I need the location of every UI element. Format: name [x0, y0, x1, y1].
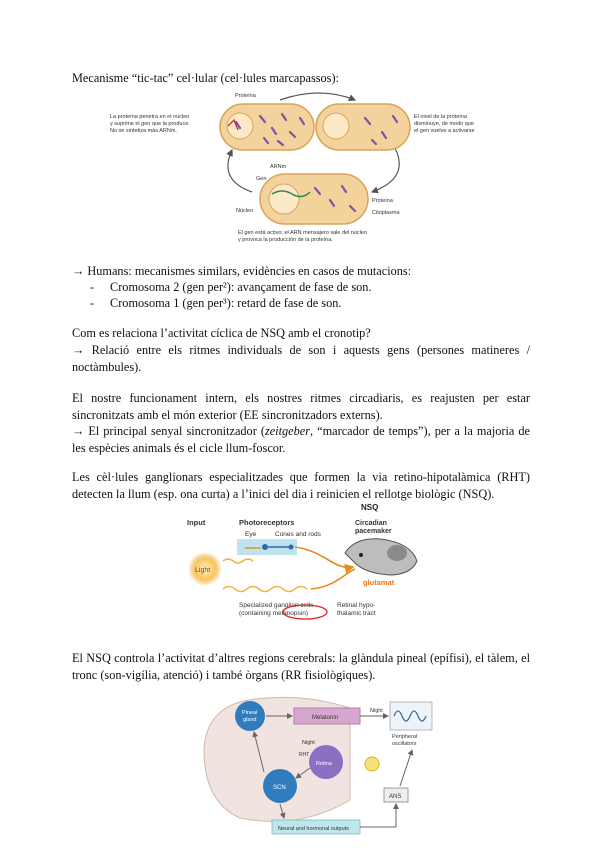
- label-ganglion-1: Specialized ganglion cells: [239, 602, 314, 609]
- label-circadian-2: pacemaker: [355, 528, 392, 535]
- label-peripheral-2: oscillators: [392, 741, 417, 747]
- figure-tic-tac-mechanism: [110, 88, 520, 248]
- label-glutamat: glutamat: [363, 578, 395, 587]
- label-protein-top: Proteína: [235, 93, 256, 99]
- cycle-arrow-top: [280, 93, 355, 100]
- text-left-3: No se sintetiza más ARNm.: [110, 128, 177, 134]
- cycle-arrow-right: [372, 148, 399, 192]
- nucleus-bottom: [269, 184, 299, 214]
- text-right-1: El nivel de la proteína: [414, 114, 467, 120]
- label-tract-2: thalamic tract: [337, 610, 376, 617]
- label-proteina: Proteína: [372, 198, 393, 204]
- photoreceptor-cell: [262, 544, 268, 550]
- nucleus-right: [323, 113, 349, 139]
- rodent-brain-illustration: [345, 539, 417, 575]
- label-nsq: NSQ: [361, 503, 379, 512]
- caption-line-2: y provoca la producción de la proteína.: [238, 237, 333, 243]
- label-cones-rods: Cones and rods: [275, 531, 321, 538]
- paragraph-zeitgeber: [72, 423, 530, 456]
- zeitgeber-pre: → El principal senyal sincronitzador (: [72, 424, 265, 438]
- label-light: Light: [195, 567, 211, 574]
- zeitgeber-term: zeitgeber: [264, 424, 311, 438]
- paragraph-rht: Les cèl·lules ganglionars especialitzades que formen la via retino-hipotalàmica (RHT) detecten la llum (esp. ona curta) a l’inici del dia i reinicien el rellotge biològic (NSQ).: [72, 470, 530, 501]
- label-input: Input: [187, 518, 206, 527]
- label-citoplasma: Citoplasma: [372, 210, 400, 216]
- label-night-1: Night: [370, 708, 383, 714]
- paragraph-synchronization: El nostre funcionament intern, els nostres ritmes circadiaris, es reajusten per estar sincronitzats amb el món exterior (EE sincronitzadors externs).: [72, 391, 530, 422]
- label-ans: ANS: [389, 794, 402, 800]
- label-ganglion-2: (containing melanopsin): [239, 610, 309, 617]
- text-left-1: La proteína penetra en el núcleo: [110, 114, 190, 120]
- cycle-arrow-left: [228, 150, 252, 192]
- bullet-cromosoma-1: - Cromosoma 1 (gen per³): retard de fase de son.: [72, 295, 530, 311]
- sun-icon: [365, 757, 379, 771]
- label-pineal-1: Pineal: [242, 710, 258, 716]
- rht-pathway: [295, 547, 353, 568]
- label-retina: Retina: [316, 761, 332, 767]
- bullet-cromosoma-2: - Cromosoma 2 (gen per²): avançament de fase de son.: [72, 279, 530, 295]
- humans-intro: → Humans: mecanismes similars, evidències en casos de mutacions:: [72, 264, 412, 278]
- light-wave: [223, 587, 307, 592]
- label-photoreceptors: Photoreceptors: [239, 518, 295, 527]
- question-chronotype: Com es relaciona l’activitat cíclica de NSQ amb el cronotip?: [72, 326, 371, 340]
- label-tract-1: Retinal hypo-: [337, 602, 376, 609]
- gene-bullet-list: [72, 279, 530, 311]
- label-outputs: Neural and hormonal outputs: [278, 826, 349, 832]
- label-scn: SCN: [273, 785, 286, 791]
- label-melatonin: Melatonin: [312, 715, 339, 721]
- text-left-2: y suprime el gen que la produce.: [110, 121, 190, 127]
- label-nucleo: Núcleo: [236, 208, 254, 214]
- label-pineal-2: gland: [243, 717, 257, 723]
- figure-nsq-outputs: [200, 690, 440, 840]
- nucleus-left: [227, 113, 253, 139]
- label-gen: Gen: [256, 176, 267, 182]
- caption-line-1: El gen está activo; el ARN mensajero sale del núcleo: [238, 230, 368, 236]
- label-eye: Eye: [245, 531, 257, 538]
- text-right-3: el gen vuelve a activarse: [414, 128, 475, 134]
- label-rht: RHT: [299, 752, 310, 758]
- label-night-2: Night: [302, 740, 315, 746]
- text-right-2: disminuye, de modo que: [414, 121, 474, 127]
- label-arnm: ARNm: [270, 164, 287, 170]
- figure-retinohypothalamic: [185, 501, 420, 623]
- pineal-gland-node: [235, 701, 265, 731]
- section-heading-mechanism: Mecanisme “tic-tac” cel·lular (cel·lules marcapassos):: [72, 71, 339, 85]
- answer-chronotype: → Relació entre els ritmes individuals de son i aquests gens (persones matineres / noctàmbules).: [72, 343, 530, 374]
- label-peripheral-1: Peripheral: [392, 734, 418, 740]
- paragraph-nsq-control: El NSQ controla l’activitat d’altres regions cerebrals: la glàndula pineal (epífisi), el tàlem, el tronc (son-vigília, atenció) i també òrgans (RR fisiològiques).: [72, 651, 530, 682]
- zeitgeber-post: , “marcador de temps”), per a la majoria de les espècies animals és el cicle llum-foscor.: [72, 424, 531, 455]
- label-circadian-1: Circadian: [355, 520, 387, 527]
